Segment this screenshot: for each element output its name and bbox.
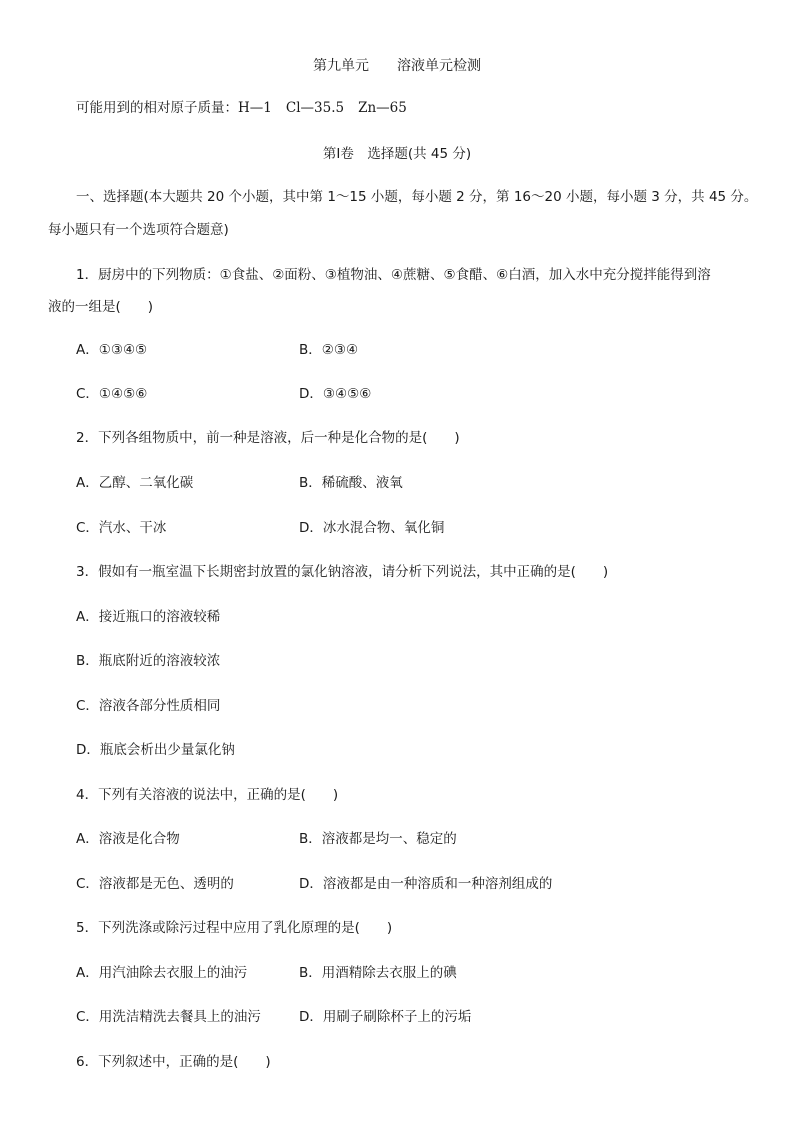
question-5-option-d: D．用刷子刷除杯子上的污垢 [299, 1009, 472, 1025]
question-3-option-c: C．溶液各部分性质相同 [76, 698, 221, 714]
question-4-option-c: C．溶液都是无色、透明的 [76, 876, 234, 892]
question-5-option-b: B．用酒精除去衣服上的碘 [299, 965, 457, 981]
unit-label: 第九单元 [313, 58, 369, 74]
instructions-line-2: 每小题只有一个选项符合题意) [48, 222, 229, 238]
atomic-masses-label: 可能用到的相对原子质量： [76, 100, 238, 116]
section-title: 第Ⅰ卷 选择题(共 45 分) [322, 146, 472, 162]
question-5-option-c: C．用洗洁精洗去餐具上的油污 [76, 1009, 261, 1025]
question-2-stem: 2．下列各组物质中，前一种是溶液，后一种是化合物的是( ) [76, 430, 460, 446]
question-4-option-a: A．溶液是化合物 [76, 831, 180, 847]
question-6-stem: 6．下列叙述中，正确的是( ) [76, 1054, 271, 1070]
question-4-option-d: D．溶液都是由一种溶质和一种溶剂组成的 [299, 876, 553, 892]
question-1-stem-line-1: 1．厨房中的下列物质：①食盐、②面粉、③植物油、④蔗糖、⑤食醋、⑥白酒，加入水中充分搅拌能得到溶 [76, 267, 711, 283]
question-2-option-a: A．乙醇、二氧化碳 [76, 475, 194, 491]
atomic-mass-zn: Zn—65 [358, 100, 407, 116]
question-4-stem: 4．下列有关溶液的说法中，正确的是( ) [76, 787, 339, 803]
question-2-option-d: D．冰水混合物、氧化铜 [299, 520, 445, 536]
question-1-option-c: C．①④⑤⑥ [76, 386, 148, 402]
question-5-stem: 5．下列洗涤或除污过程中应用了乳化原理的是( ) [76, 920, 393, 936]
question-1-option-a: A．①③④⑤ [76, 342, 148, 358]
test-title: 溶液单元检测 [397, 58, 481, 74]
question-4-option-b: B．溶液都是均一、稳定的 [299, 831, 457, 847]
question-1-option-d: D．③④⑤⑥ [299, 386, 372, 402]
atomic-mass-cl: Cl—35.5 [285, 100, 345, 116]
question-2-option-b: B．稀硫酸、液氧 [299, 475, 403, 491]
question-3-option-b: B．瓶底附近的溶液较浓 [76, 653, 221, 669]
question-3-option-a: A．接近瓶口的溶液较稀 [76, 609, 221, 625]
question-3-stem: 3．假如有一瓶室温下长期密封放置的氯化钠溶液，请分析下列说法，其中正确的是( ) [76, 564, 609, 580]
atomic-mass-h: H—1 [238, 100, 272, 116]
question-1-stem-line-2: 液的一组是( ) [48, 299, 154, 315]
question-1-option-b: B．②③④ [299, 342, 359, 358]
question-2-option-c: C．汽水、干冰 [76, 520, 167, 536]
question-5-option-a: A．用汽油除去衣服上的油污 [76, 965, 248, 981]
instructions-line-1: 一、选择题(本大题共 20 个小题，其中第 1～15 小题，每小题 2 分，第 16～20 小题，每小题 3 分，共 45 分。 [76, 189, 758, 205]
question-3-option-d: D．瓶底会析出少量氯化钠 [76, 742, 235, 758]
page-title [0, 56, 794, 76]
atomic-masses-line [76, 98, 421, 118]
